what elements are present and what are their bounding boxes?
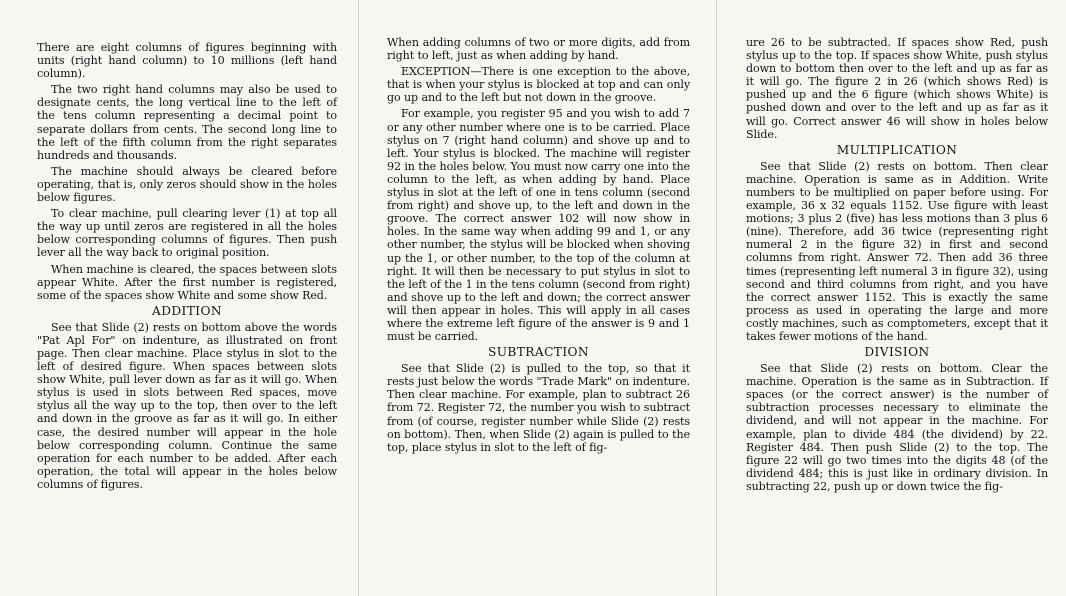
column-middle <box>387 36 690 454</box>
paragraph-subtraction: See that Slide (2) is pulled to the top, so that it rests just below the words "Trade Mark" on indenture. Then clear machine. For example, plan to subtract 26 from 72. Register 72, the number you wish to subtract from (of course, register number while Slide (2) rests on bottom). Then, when Slide (2) again is pulled to the top, place stylus in slot to the left of fig- <box>387 362 690 454</box>
paragraph-adding-columns: When adding columns of two or more digits, add from right to left, just as when adding by hand. <box>387 36 690 63</box>
heading-addition: ADDITION <box>152 303 222 318</box>
paragraph-carry-example: For example, you register 95 and you wish to add 7 or any other number where one is to be carried. Place stylus on 7 (right hand column) and shove up and to left. Your stylus is blocked. The machine will register 92 in the holes below. You must now carry one into the column to the left, as when adding by hand. Place stylus in slot at the left of one in tens column (second from right) and shove up, to the left and down in the groove. The correct answer 102 will now show in holes. In the same way when adding 99 and 1, or any other number, the stylus will be blocked when shoving up the 1, or other number, to the top of the column at right. It will then be necessary to put stylus in slot to the left of the 1 in the tens column (second from right) and shove up to the left and down; the correct answer will then appear in holes. This will apply in all cases where the extreme left figure of the answer is 9 and 1 must be carried. <box>387 107 691 344</box>
paragraph-clear-machine: To clear machine, pull clearing lever (1) at top all the way up until zeros are registered in all the holes below corresponding columns of figures. Then push lever all the way back to original position. <box>37 207 337 260</box>
paragraph-clear-before: The machine should always be cleared before operating, that is, only zeros should show in the holes below figures. <box>37 164 337 205</box>
paragraph-addition: See that Slide (2) rests on bottom above the words "Pat Apl For" on indenture, as illustrated on front page. Then clear machine. Place stylus in slot to the left of desired figure. When spaces between slots show White, pull lever down as far as it will go. When stylus is used in slots between Red spaces, move stylus all the way up to the top, then over to the left and down in the groove as far as it will go. In either case, the desired number will appear in the hole below corresponding column. Continue the same operation for each number to be added. After each operation, the total will appear in the holes below columns of figures. <box>37 320 337 491</box>
heading-multiplication: MULTIPLICATION <box>836 142 958 157</box>
paragraph-cents: The two right hand columns may also be used to designate cents, the long vertical line to the left of the tens column representing a decimal point to separate dollars from cents. The second long line to the left of the fifth column from the right separates hundreds and thousands. <box>37 83 337 162</box>
paragraph-multiplication: See that Slide (2) rests on bottom. Then clear machine. Operation is same as in Addition. Write numbers to be multiplied on paper before using. For example, 36 x 32 equals 1152. Use figure with least motions; 3 plus 2 (five) has less motions than 3 plus 6 (nine). Therefore, add 36 twice (representing right numeral 2 in the figure 32) in first and second columns from right. Answer 72. Then add 36 three times (representing left numeral 3 in figure 32), using second and third columns from right, and you have the correct answer 1152. This is exactly the same process as used in operating the large and more costly machines, such as comptometers, except that it takes fewer motions of the hand. <box>746 159 1048 343</box>
heading-division: DIVISION <box>864 345 930 360</box>
paragraph-spaces-color: When machine is cleared, the spaces between slots appear White. After the first number is registered, some of the spaces show White and some show Red. <box>37 262 337 302</box>
page-fold-right <box>716 0 717 596</box>
paragraph-exception: EXCEPTION—There is one exception to the above, that is when your stylus is blocked at top and can only go up and to the left but not down in the groove. <box>387 65 690 105</box>
paragraph-division: See that Slide (2) rests on bottom. Clear the machine. Operation is the same as in Subtraction. If spaces (or the correct answer) is the number of subtraction processes necessary to eliminate the dividend, and will not appear in the machine. For example, plan to divide 484 (the dividend) by 22. Register 484. Then push Slide (2) to the top. The figure 22 will go two times into the digits 48 (of the dividend 484; this is just like in ordinary division. In subtracting 22, push up or down twice the fig- <box>746 362 1048 493</box>
paragraph-columns-intro: There are eight columns of figures beginning with units (right hand column) to 10 millions (left hand column). <box>37 41 337 81</box>
page-fold-left <box>358 0 359 596</box>
heading-subtraction: SUBTRACTION <box>487 345 589 360</box>
column-left <box>37 41 337 491</box>
paragraph-subtraction-cont: ure 26 to be subtracted. If spaces show Red, push stylus up to the top. If spaces show White, push stylus down to bottom then over to the left and up as far as it will go. The figure 2 in 26 (which shows Red) is pushed up and the 6 figure (which shows White) is pushed down and over to the left and up as far as it will go. Correct answer 46 will show in holes below Slide. <box>746 36 1048 141</box>
column-right <box>746 36 1048 493</box>
